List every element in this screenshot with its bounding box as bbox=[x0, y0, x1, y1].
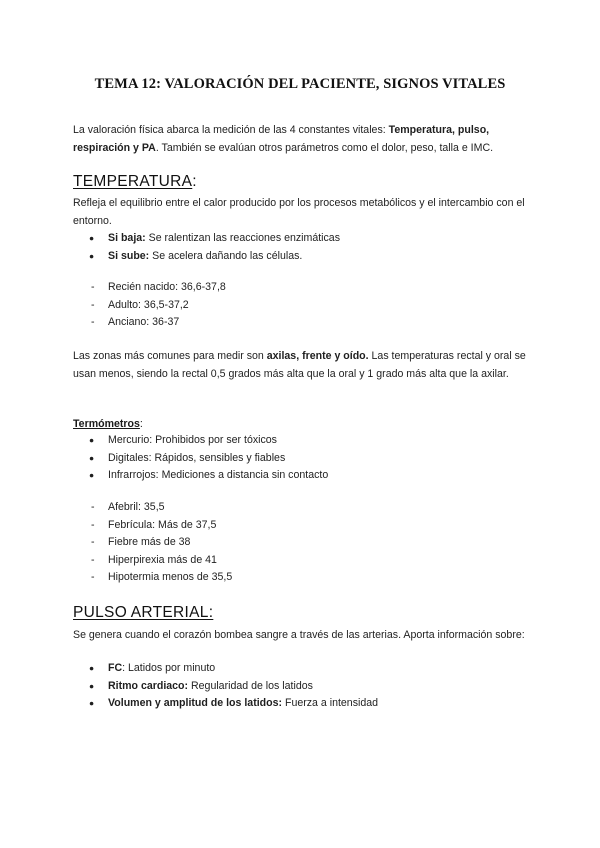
temperatura-ranges-list bbox=[89, 279, 549, 332]
list-item: ● Infrarrojos: Mediciones a distancia sin contacto bbox=[89, 467, 549, 485]
bullet-bold: FC bbox=[108, 662, 123, 674]
termometros-suffix: : bbox=[139, 418, 143, 430]
list-item: - Anciano: 36-37 bbox=[89, 314, 549, 332]
bullet-text: Se ralentizan las reacciones enzimáticas bbox=[145, 232, 341, 244]
temperatura-effects-list bbox=[89, 230, 549, 265]
pulso-heading bbox=[73, 604, 213, 622]
temperatura-heading bbox=[73, 173, 197, 191]
bullet-bold: Si sube: bbox=[108, 249, 150, 262]
list-item: - Hipotermia menos de 35,5 bbox=[89, 569, 549, 587]
bullet-bold: Ritmo cardiaco: bbox=[108, 679, 189, 692]
termometros-label: Termómetros bbox=[73, 418, 140, 430]
zones-text-end: Las temperaturas rectal y oral se usan menos, siendo la rectal 0,5 grados más alta que la oral y 1 grado más alta que la axilar. bbox=[73, 350, 526, 380]
list-item: ● Mercurio: Prohibidos por ser tóxicos bbox=[89, 432, 549, 450]
list-item bbox=[89, 230, 549, 248]
bullet-text: Fuerza a intensidad bbox=[282, 697, 379, 709]
temperatura-heading-text: TEMPERATURA bbox=[73, 173, 193, 190]
list-item: - Hiperpirexia más de 41 bbox=[89, 552, 549, 570]
intro-text: La valoración física abarca la medición de las 4 constantes vitales: bbox=[73, 124, 389, 136]
zones-bold: axilas, frente y oído. bbox=[266, 350, 369, 362]
list-item: - Febrícula: Más de 37,5 bbox=[89, 517, 549, 535]
list-item bbox=[89, 678, 549, 696]
termometros-subheading bbox=[73, 415, 143, 433]
zones-text: Las zonas más comunes para medir son bbox=[73, 350, 267, 362]
estados-list bbox=[89, 499, 549, 587]
temperatura-definition: Refleja el equilibrio entre el calor producido por los procesos metabólicos y el intercambio con el entorno. bbox=[73, 197, 525, 227]
bullet-text: : Latidos por minuto bbox=[122, 662, 216, 674]
pulso-heading-text: PULSO ARTERIAL: bbox=[73, 604, 214, 621]
list-item bbox=[89, 248, 549, 266]
list-item bbox=[89, 660, 549, 678]
zones-paragraph bbox=[73, 347, 533, 383]
bullet-text: Regularidad de los latidos bbox=[188, 679, 313, 692]
list-item: - Adulto: 36,5-37,2 bbox=[89, 297, 549, 315]
list-item: - Recién nacido: 36,6-37,8 bbox=[89, 279, 549, 297]
intro-text-end: . También se evalúan otros parámetros como el dolor, peso, talla e IMC. bbox=[155, 142, 494, 154]
temperatura-heading-suffix: : bbox=[192, 173, 197, 190]
bullet-bold: Volumen y amplitud de los latidos: bbox=[108, 697, 283, 709]
pulso-definition: Se genera cuando el corazón bombea sangre a través de las arterias. Aporta información sobre: bbox=[73, 629, 525, 641]
pulso-list bbox=[89, 660, 549, 713]
termometros-list bbox=[89, 432, 549, 485]
page-title: TEMA 12: VALORACIÓN DEL PACIENTE, SIGNOS VITALES bbox=[94, 76, 506, 92]
bullet-bold: Si baja: bbox=[108, 232, 146, 244]
intro-paragraph bbox=[73, 121, 533, 157]
list-item: ● Digitales: Rápidos, sensibles y fiables bbox=[89, 450, 549, 468]
list-item: - Fiebre más de 38 bbox=[89, 534, 549, 552]
list-item bbox=[89, 695, 549, 713]
bullet-text: Se acelera dañando las células. bbox=[149, 249, 303, 262]
list-item: - Afebril: 35,5 bbox=[89, 499, 549, 517]
intro-bold: Temperatura, pulso, respiración y PA bbox=[73, 124, 490, 154]
